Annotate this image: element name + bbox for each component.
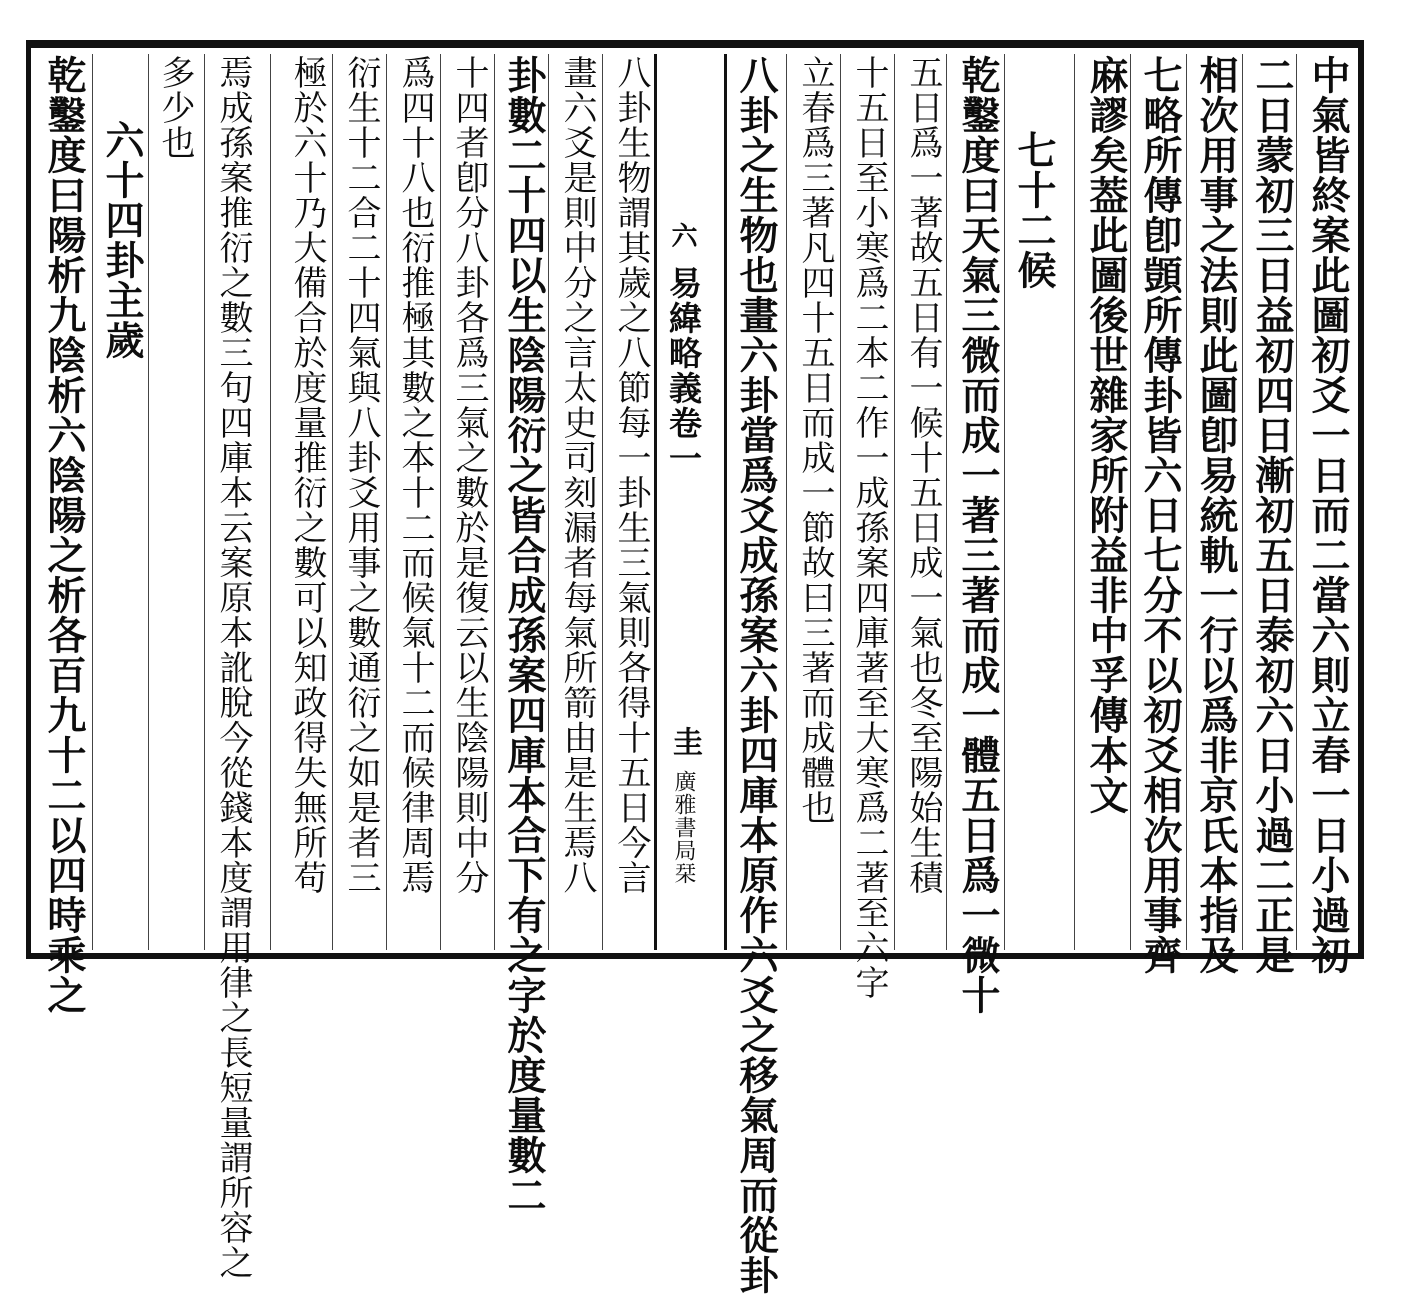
column-rule — [840, 54, 841, 950]
column-rule — [946, 54, 947, 950]
text-column: 乾鑿度曰陽析九陰析六陰陽之析各百九十二以四時乘之 — [41, 55, 87, 1015]
text-column: 多少也 — [155, 55, 195, 160]
column-rule — [148, 54, 149, 950]
publisher-imprint: 廣雅書局栞 — [671, 770, 696, 885]
text-column: 卦數二十四以生陰陽衍之皆合成孫案四庫本合下有之字於度量數二 — [501, 55, 547, 1215]
column-rule — [1004, 54, 1005, 950]
fold-rule — [724, 54, 727, 950]
fishtail-mark: 六 — [667, 222, 697, 248]
text-column: 爲四十八也衍推極其數之本十二而候氣十二而候律周焉 — [395, 55, 435, 895]
text-column: 相次用事之法則此圖卽易統軌一行以爲非京氏本指及 — [1193, 55, 1239, 975]
text-column: 焉成孫案推衍之數三句四庫本云案原本訛脫今從錢本度謂用律之長短量謂所容之 — [213, 55, 253, 1280]
text-column: 乾鑿度曰天氣三微而成一著三著而成一體五日爲一微十 — [955, 55, 1001, 1015]
column-rule — [1242, 54, 1243, 950]
book-title: 易緯略義卷一 — [664, 266, 703, 476]
text-column: 十四者卽分八卦各爲三氣之數於是復云以生陰陽則中分 — [449, 55, 489, 895]
column-rule — [548, 54, 549, 950]
text-column: 極於六十乃大備合於度量推衍之數可以知政得失無所苟 — [287, 55, 327, 895]
column-rule — [494, 54, 495, 950]
text-column: 中氣皆終案此圖初爻一日而二當六則立春一日小過初 — [1305, 55, 1351, 975]
text-column: 七略所傳卽顗所傳卦皆六日七分不以初爻相次用事齊 — [1137, 55, 1183, 975]
text-column: 五日爲一著故五日有一候十五日成一氣也冬至陽始生積 — [903, 55, 943, 895]
text-column: 二日蒙初三日益初四日漸初五日泰初六日小過二正是 — [1249, 55, 1295, 975]
text-column: 畫六爻是則中分之言太史司刻漏者每氣所箭由是生焉八 — [557, 55, 597, 895]
column-rule — [386, 54, 387, 950]
column-rule — [786, 54, 787, 950]
section-heading: 七十二候 — [1011, 130, 1057, 290]
text-column: 八卦之生物也畫六卦當爲爻成孫案六卦四庫本原作六爻之移氣周而從卦 — [733, 55, 779, 1295]
column-rule — [332, 54, 333, 950]
column-rule — [1130, 54, 1131, 950]
column-rule — [602, 54, 603, 950]
fold-rule — [654, 54, 657, 950]
column-rule — [440, 54, 441, 950]
column-rule — [92, 54, 93, 950]
column-rule — [894, 54, 895, 950]
text-column: 衍生十二合二十四氣與八卦爻用事之數通衍之如是者三 — [341, 55, 381, 895]
text-column: 立春爲三著凡四十五日而成一節故曰三著而成體也 — [795, 55, 835, 825]
column-rule — [204, 54, 205, 950]
text-column: 麻謬矣葢此圖後世雜家所附益非中孚傳本文 — [1083, 55, 1129, 815]
column-rule — [1074, 54, 1075, 950]
text-column: 八卦生物謂其歲之八節每一卦生三氣則各得十五日今言 — [611, 55, 651, 895]
text-column: 十五日至小寒爲二本二作一成孫案四庫著至大寒爲二著至六字 — [849, 55, 889, 1000]
column-rule — [270, 54, 271, 950]
section-heading: 六十四卦主歲 — [99, 120, 145, 360]
column-rule — [1186, 54, 1187, 950]
column-rule — [1296, 54, 1297, 950]
page-number: 圭 — [667, 726, 702, 756]
fold-gutter — [660, 170, 703, 960]
